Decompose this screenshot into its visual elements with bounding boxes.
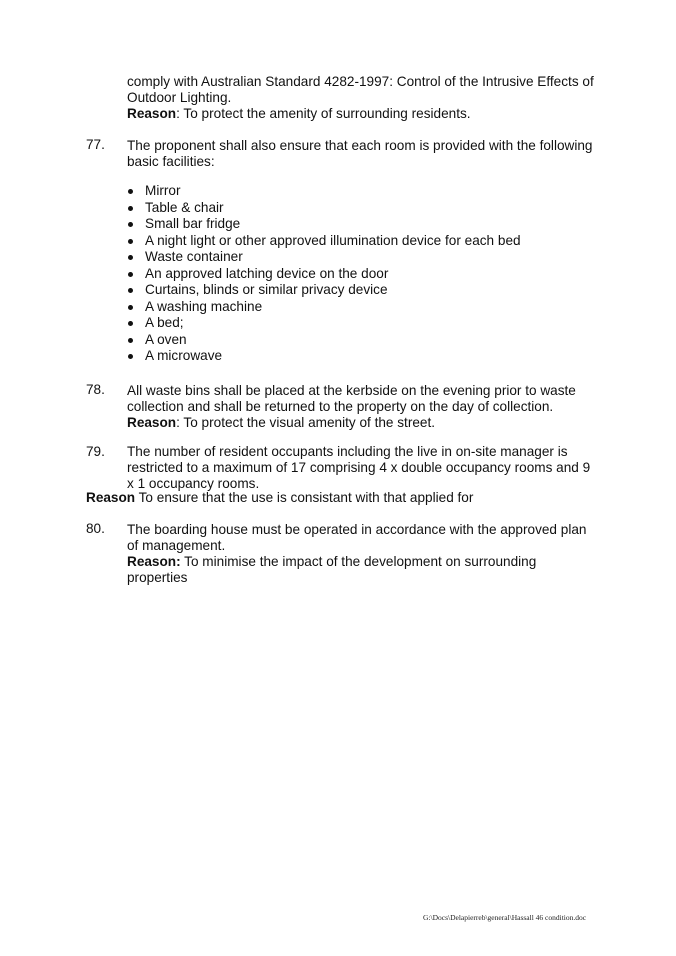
- bullet-icon: [128, 321, 133, 326]
- list-item: A microwave: [127, 348, 521, 365]
- item-77-text: [127, 138, 607, 170]
- list-item: A oven: [127, 332, 521, 349]
- list-item: An approved latching device on the door: [127, 266, 521, 283]
- item-80-line-2: of management.: [127, 538, 226, 553]
- intro-line-1: comply with Australian Standard 4282-1997: Control of the Intrusive Effects of: [127, 74, 594, 89]
- footer-file-path: G:\Docs\Delapierreb\general\Hassall 46 condition.doc: [423, 913, 587, 922]
- item-77-line-1: The proponent shall also ensure that each room is provided with the following: [127, 138, 593, 153]
- list-item: Mirror: [127, 183, 521, 200]
- list-item: A bed;: [127, 315, 521, 332]
- reason-text: : To protect the visual amenity of the street.: [176, 415, 436, 430]
- item-78-reason: [127, 415, 607, 431]
- bullet-icon: [128, 222, 133, 227]
- list-item: Curtains, blinds or similar privacy device: [127, 282, 521, 299]
- reason-label: Reason: [127, 415, 177, 430]
- bullet-icon: [128, 272, 133, 277]
- bullet-icon: [128, 206, 133, 211]
- item-78-line-2: collection and shall be returned to the property on the day of collection.: [127, 399, 554, 414]
- reason-label: Reason:: [127, 554, 181, 569]
- item-number-78: 78.: [86, 382, 105, 397]
- list-item: Waste container: [127, 249, 521, 266]
- item-79-line-1: The number of resident occupants including the live in on-site manager is: [127, 444, 568, 459]
- reason-text: To ensure that the use is consistant with that applied for: [135, 490, 474, 505]
- bullet-icon: [128, 354, 133, 359]
- reason-label: Reason: [86, 490, 136, 505]
- item-78-text: [127, 383, 607, 431]
- item-79-line-2: restricted to a maximum of 17 comprising 4 x double occupancy rooms and 9: [127, 460, 591, 475]
- item-80-text: [127, 522, 607, 586]
- bullet-icon: [128, 288, 133, 293]
- bullet-icon: [128, 338, 133, 343]
- item-80-reason-line-2: properties: [127, 570, 188, 585]
- reason-text: To minimise the impact of the development on surrounding: [180, 554, 537, 569]
- item-number-77: 77.: [86, 137, 105, 152]
- intro-reason: [127, 106, 607, 122]
- item-79-text: [127, 444, 607, 492]
- item-number-80: 80.: [86, 521, 105, 536]
- list-item: A washing machine: [127, 299, 521, 316]
- reason-text: : To protect the amenity of surrounding residents.: [176, 106, 471, 121]
- item-79-reason: [86, 490, 473, 506]
- item-77-line-2: basic facilities:: [127, 154, 215, 169]
- bullet-icon: [128, 255, 133, 260]
- reason-label: Reason: [127, 106, 177, 121]
- item-number-79: 79.: [86, 444, 105, 459]
- list-item: Table & chair: [127, 200, 521, 217]
- intro-paragraph: [127, 74, 607, 122]
- facilities-list: [127, 183, 521, 365]
- list-item: Small bar fridge: [127, 216, 521, 233]
- list-item: A night light or other approved illumination device for each bed: [127, 233, 521, 250]
- item-80-line-1: The boarding house must be operated in accordance with the approved plan: [127, 522, 587, 537]
- bullet-icon: [128, 239, 133, 244]
- intro-line-2: Outdoor Lighting.: [127, 90, 232, 105]
- item-80-reason: [127, 554, 607, 570]
- item-79-line-3: x 1 occupancy rooms.: [127, 476, 260, 491]
- bullet-icon: [128, 189, 133, 194]
- item-78-line-1: All waste bins shall be placed at the kerbside on the evening prior to waste: [127, 383, 576, 398]
- bullet-icon: [128, 305, 133, 310]
